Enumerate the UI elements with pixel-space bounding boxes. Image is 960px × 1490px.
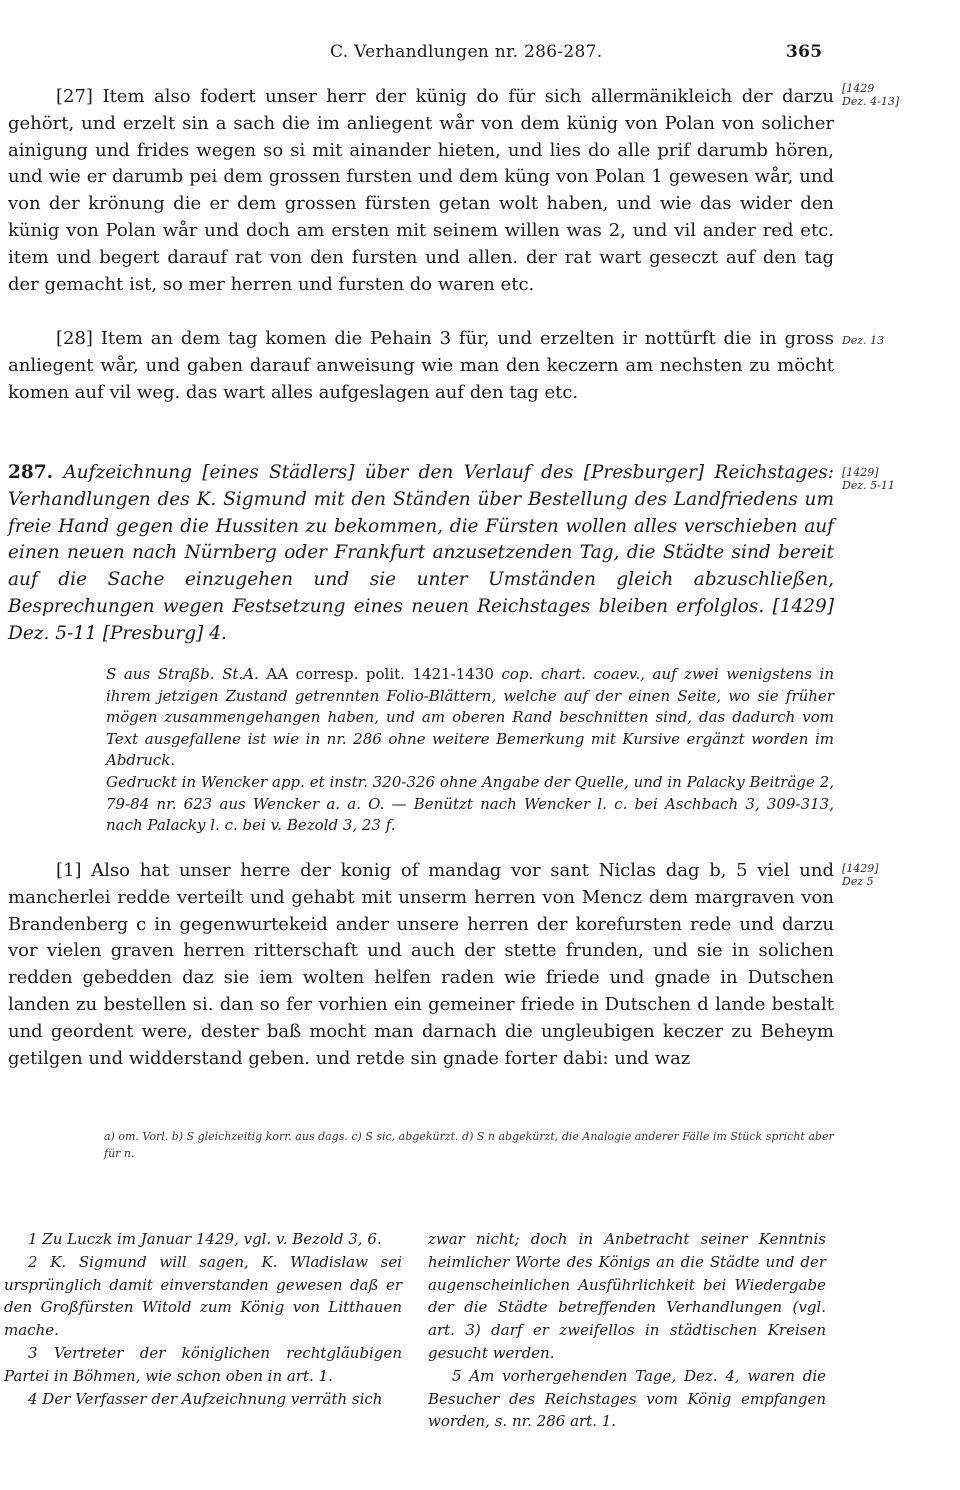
footnotes-left-column xyxy=(4,1228,402,1410)
source-description xyxy=(106,664,834,772)
document-number: 287. xyxy=(8,462,54,483)
footnote-5: 5 Am vorhergehenden Tage, Dez. 4, waren die Besucher des Reichstages vom König empfangen worden, s. nr. 286 art. 1. xyxy=(428,1366,826,1431)
margin-note-28: Dez. 13 xyxy=(842,334,885,347)
paragraph-27: [27] Item also fodert unser herr der künig do für sich allermänikleich der darzu gehört, und erzelt sin a sach die im anliegent wår von dem künig von Polan von solicher ainigung und frides wegen so si mit ainander hieten, und lies do alle prif darumb hören, und wie er darumb pei dem grossen fursten und dem küng von Polan 1 gewesen wår, und von der krönung die er dem grossen fürsten getan wolt haben, und wie das wider den künig von Polan wår und doch am ersten mit seinem willen was 2, und vil ander red etc. item und begert darauf rat von den fursten und allen. der rat wart geseczt auf den tag der gemacht ist, so mer herren und fursten do waren etc. xyxy=(8,86,834,295)
margin-note-287: [1429] Dez. 5-11 xyxy=(842,466,895,492)
footnote-3: 3 Vertreter der königlichen rechtgläubigen Partei in Böhmen, wie schon oben in art. 1. xyxy=(4,1343,402,1385)
document-287-summary: Aufzeichnung [eines Städlers] über den Verlauf des [Presburger] Reichstages: Verhandlungen des K. Sigmund mit den Ständen über Bestellung des Landfriedens um freie Hand gegen die Hussiten zu bekommen, die Fürsten wollen alles verschieben auf einen neuen nach Nürnberg oder Frankfurt anzusetzenden Tag, die Städte sind bereit auf die Sache einzugehen und sie unter Umständen gleich abzuschließen, Besprechungen wegen Festsetzung eines neuen Reichstages bleiben erfolglos. [1429] Dez. 5-11 [Presburg] 4. xyxy=(8,462,834,644)
paragraph-1: [1] Also hat unser herre der konig of mandag vor sant Niclas dag b, 5 viel und mancherlei redde verteilt und gehabt mit unserm herren von Mencz dem margraven von Brandenberg c in gegenwurtekeid ander unsere herren der korefursten rede und darzu vor vielen graven herren ritterschaft und auch der stette frunden, und sie in solichen redden gebedden daz sie iem wolten helfen raden wie friede und gnade in Dutschen landen zu bestellen si. dan so fer vorhien ein gemeiner friede in Dutschen d lande bestalt und geordent were, dester baß mocht man darnach die ungleubigen keczer zu Beheym getilgen und widderstand geben. und retde sin gnade forter dabi: und waz xyxy=(8,860,834,1069)
print-references: Gedruckt in Wencker app. et instr. 320-326 ohne Angabe der Quelle, und in Palacky Beiträge 2, 79-84 nr. 623 aus Wencker a. a. O. — Benützt nach Wencker l. c. bei Aschbach 3, 309-313, nach Palacky l. c. bei v. Bezold 3, 23 f. xyxy=(106,773,834,834)
source-siglum: S aus Straßb. St.A. xyxy=(106,665,267,683)
source-archive-signature: AA corresp. polit. 1421-1430 xyxy=(266,665,494,683)
footnote-1: 1 Zu Luczk im Januar 1429, vgl. v. Bezold 3, 6. xyxy=(28,1230,382,1248)
running-title: C. Verhandlungen nr. 286-287. xyxy=(330,42,603,62)
margin-note-27: [1429 Dez. 4-13] xyxy=(842,82,900,108)
footnote-2: 2 K. Sigmund will sagen, K. Wladislaw sei ursprünglich damit einverstanden gewesen daß er den Großfürsten Witold zum König von Litthauen mache. xyxy=(4,1252,402,1340)
source-details: cop. chart. coaev., auf zwei wenigstens in ihrem jetzigen Zustand getrennten Folio-Blättern, welche auf der einen Seite, wo sie früher mögen zusammengehangen haben, und am oberen Rand beschnitten sind, das dadurch vom Text ausgefallene ist wie in nr. 286 ohne weitere Bemerkung mit Kursive ergänzt worden im Abdruck. xyxy=(106,665,834,769)
page-number: 365 xyxy=(786,42,823,62)
footnotes-right-column xyxy=(428,1228,826,1433)
document-287-heading xyxy=(8,460,834,648)
footnote-4: 4 Der Verfasser der Aufzeichnung verräth sich xyxy=(28,1389,383,1408)
footnote-4-continued: zwar nicht; doch in Anbetracht seiner Kenntnis heimlicher Worte des Königs an die Städte und der augenscheinlichen Ausführlichkeit bei Wiedergabe der die Städte betreffenden Verhandlungen (vgl. art. 3) darf er zweifellos in städtischen Kreisen gesucht werden. xyxy=(428,1230,826,1362)
margin-note-1: [1429] Dez 5 xyxy=(842,862,879,888)
paragraph-28: [28] Item an dem tag komen die Pehain 3 für, und erzelten ir nottürft die in gross anliegent wår, und gaben darauf anweisung wie man den keczern am nechsten zu möcht komen auf vil weg. das wart alles aufgeslagen auf den tag etc. xyxy=(8,328,834,403)
critical-apparatus: a) om. Vorl. b) S gleichzeitig korr. aus dags. c) S sic, abgekürzt. d) S n abgekürzt, die Analogie anderer Fälle im Stück spricht aber für n. xyxy=(104,1130,834,1160)
